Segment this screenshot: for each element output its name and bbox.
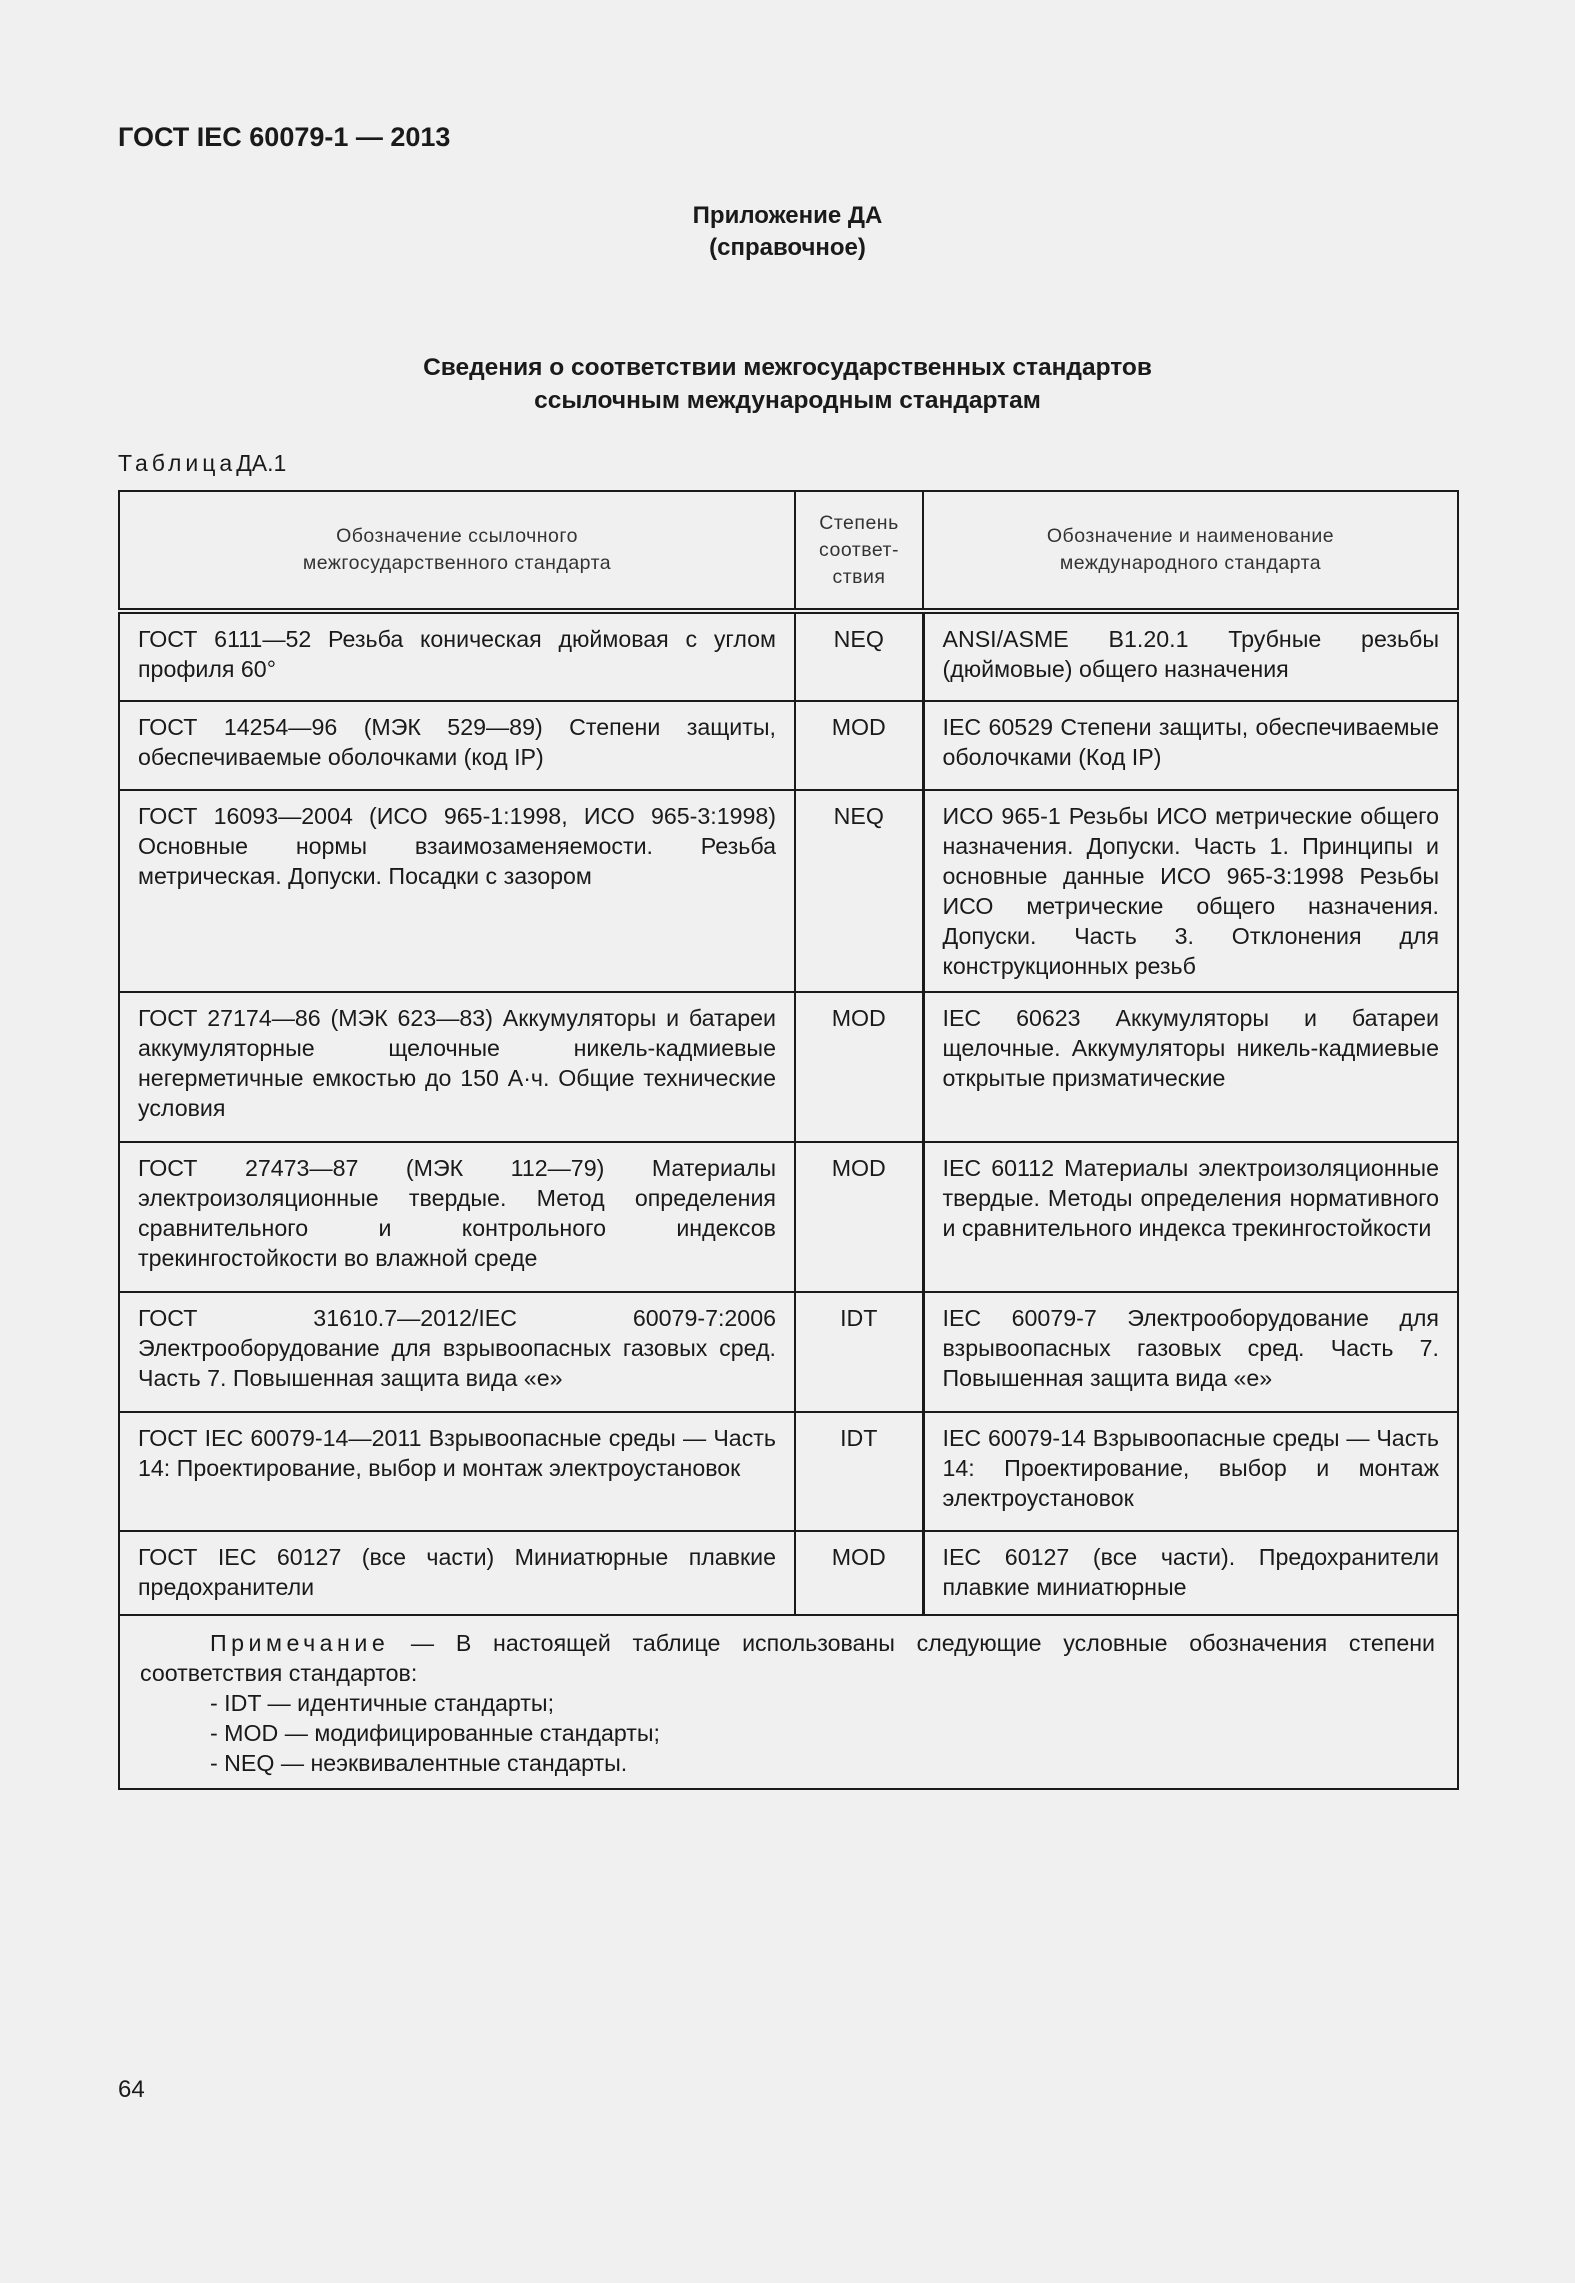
note-intro [140,1628,1435,1688]
table-note-row [119,1615,1458,1789]
table-row [119,1412,1458,1531]
interstate-standard-cell: ГОСТ 14254—96 (МЭК 529—89) Степени защиты, обеспечиваемые оболочками (код IP) [119,701,795,790]
interstate-standard-cell: ГОСТ IEC 60127 (все части) Миниатюрные плавкие предохранители [119,1531,795,1615]
table-caption-word: Таблица [118,450,237,476]
table-row [119,701,1458,790]
table-caption-id: ДА.1 [236,450,287,476]
table-note [119,1615,1458,1789]
interstate-standard-cell: ГОСТ 16093—2004 (ИСО 965-1:1998, ИСО 965-3:1998) Основные нормы взаимозаменяемости. Резьба метрическая. Допуски. Посадки с зазором [119,790,795,992]
interstate-standard-cell: ГОСТ 6111—52 Резьба коническая дюймовая с углом профиля 60° [119,611,795,701]
international-standard-cell: ИСО 965-1 Резьбы ИСО метрические общего назначения. Допуски. Часть 1. Принципы и основные данные ИСО 965-3:1998 Резьбы ИСО метрические общего назначения. Допуски. Часть 3. Отклонения для конструкционных резьб [923,790,1458,992]
interstate-standard-cell: ГОСТ 31610.7—2012/IEC 60079-7:2006 Электрооборудование для взрывоопасных газовых сред. Часть 7. Повышенная защита вида «е» [119,1292,795,1412]
table-row [119,1531,1458,1615]
note-item: - MOD — модифицированные стандарты; [210,1720,660,1746]
interstate-standard-cell: ГОСТ IEC 60079-14—2011 Взрывоопасные среды — Часть 14: Проектирование, выбор и монтаж электроустановок [119,1412,795,1531]
table-row [119,992,1458,1142]
column-header-international: Обозначение и наименование международного стандарта [923,491,1458,611]
degree-cell: NEQ [795,611,923,701]
section-title-line-2: ссылочным международным стандартам [534,387,1041,414]
column-header-degree: Степень соответ- ствия [795,491,923,611]
degree-cell: MOD [795,1142,923,1292]
note-text: — В настоящей таблице использованы следующие условные обозначения степени соответствия стандартов: [140,1630,1435,1686]
appendix-heading [0,200,1575,264]
international-standard-cell: IEC 60529 Степени защиты, обеспечиваемые оболочками (Код IP) [923,701,1458,790]
column-header-interstate: Обозначение ссылочного межгосударственного стандарта [119,491,795,611]
page-number: 64 [118,2076,145,2103]
degree-cell: NEQ [795,790,923,992]
degree-cell: IDT [795,1292,923,1412]
international-standard-cell: IEC 60623 Аккумуляторы и батареи щелочные. Аккумуляторы никель-кадмиевые открытые призматические [923,992,1458,1142]
table-row [119,790,1458,992]
appendix-subtitle: (справочное) [709,234,866,261]
international-standard-cell: IEC 60112 Материалы электроизоляционные твердые. Методы определения нормативного и сравнительного индекса трекингостойкости [923,1142,1458,1292]
table-row [119,1142,1458,1292]
table-caption [118,450,286,477]
table-header-row [119,491,1458,611]
appendix-title: Приложение ДА [692,202,883,229]
document-header-id: ГОСТ IEC 60079-1 — 2013 [118,122,451,152]
table-row [119,1292,1458,1412]
section-title [0,351,1575,417]
standards-table [118,490,1459,1790]
degree-cell: MOD [795,992,923,1142]
degree-cell: MOD [795,701,923,790]
degree-cell: MOD [795,1531,923,1615]
interstate-standard-cell: ГОСТ 27473—87 (МЭК 112—79) Материалы электроизоляционные твердые. Метод определения сравнительного и контрольного индексов трекингостойкости во влажной среде [119,1142,795,1292]
table-row [119,611,1458,701]
note-item: - IDT — идентичные стандарты; [210,1690,555,1716]
section-title-line-1: Сведения о соответствии межгосударственных стандартов [423,354,1152,381]
interstate-standard-cell: ГОСТ 27174—86 (МЭК 623—83) Аккумуляторы и батареи аккумуляторные щелочные никель-кадмиевые негерметичные емкостью до 150 А·ч. Общие технические условия [119,992,795,1142]
note-item: - NEQ — неэквивалентные стандарты. [210,1750,628,1776]
degree-cell: IDT [795,1412,923,1531]
international-standard-cell: IEC 60079-7 Электрооборудование для взрывоопасных газовых сред. Часть 7. Повышенная защита вида «е» [923,1292,1458,1412]
note-label: Примечание [210,1630,390,1656]
international-standard-cell: IEC 60079-14 Взрывоопасные среды — Часть 14: Проектирование, выбор и монтаж электроустановок [923,1412,1458,1531]
international-standard-cell: IEC 60127 (все части). Предохранители плавкие миниатюрные [923,1531,1458,1615]
international-standard-cell: ANSI/ASME B1.20.1 Трубные резьбы (дюймовые) общего назначения [923,611,1458,701]
